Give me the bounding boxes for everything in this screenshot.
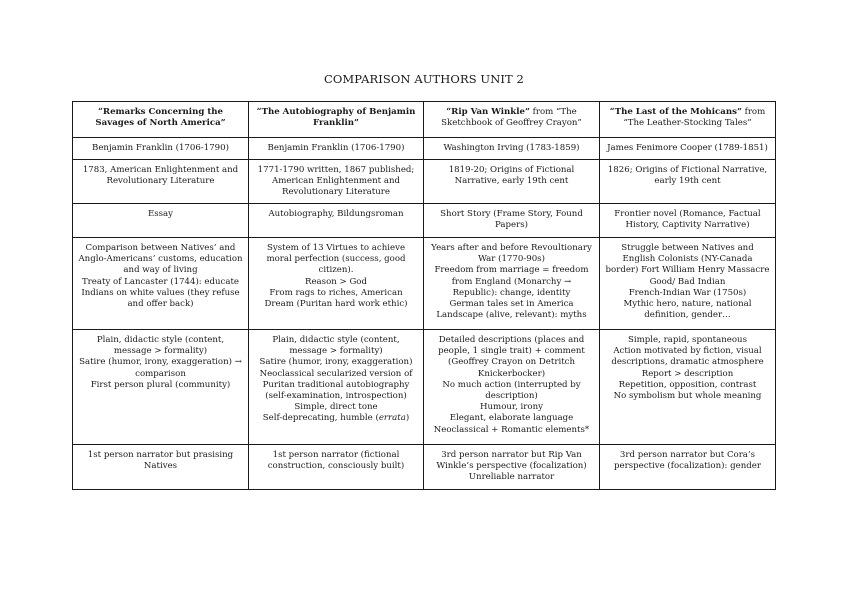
content-line: Mythic hero, nature, national definition, gender…	[623, 299, 752, 321]
cell-title-mohicans	[600, 102, 776, 138]
cell-content	[73, 238, 249, 330]
cell-content	[424, 238, 600, 330]
cell-genre: Autobiography, Bildungsroman	[249, 204, 424, 238]
cell-context: 1826; Origins of Fictional Narrative, early 19th cent	[600, 160, 776, 204]
content-line: Landscape (alive, relevant): myths	[436, 310, 587, 321]
cell-narrator: 3rd person narrator but Rip Van Winkle’s perspective (focalization) Unreliable narrator	[424, 445, 600, 490]
content-line: German tales set in America	[449, 299, 574, 310]
cell-context: 1783, American Enlightenment and Revolutionary Literature	[73, 160, 249, 204]
style-line: Humour, irony	[480, 402, 543, 413]
style-line: Neoclassical secularized version of Puritan traditional autobiography (self-examination, introspection)	[259, 368, 413, 402]
title-bold: “The Last of the Mohicans”	[609, 107, 742, 117]
cell-title-remarks	[73, 102, 249, 138]
cell-context: 1771-1790 written, 1867 published; American Enlightenment and Revolutionary Literature	[249, 160, 424, 204]
content-line: Good/ Bad Indian	[649, 276, 726, 287]
style-line: No symbolism but whole meaning	[613, 391, 762, 402]
page-title: COMPARISON AUTHORS UNIT 2	[324, 72, 524, 86]
style-line: Repetition, opposition, contrast	[618, 379, 757, 390]
style-line	[254, 413, 418, 424]
cell-style	[73, 330, 249, 445]
style-line-prefix: Self-deprecating, humble (	[262, 413, 379, 424]
comparison-table	[72, 101, 776, 490]
cell-style	[249, 330, 424, 445]
cell-author: Washington Irving (1783-1859)	[424, 138, 600, 160]
style-line-suffix: )	[405, 413, 410, 424]
cell-content	[600, 238, 776, 330]
cell-title-autobiography	[249, 102, 424, 138]
row-content	[73, 238, 776, 330]
cell-author: Benjamin Franklin (1706-1790)	[249, 138, 424, 160]
style-line: No much action (interrupted by description)	[442, 379, 581, 402]
style-line: Action motivated by fiction, visual descriptions, dramatic atmosphere	[611, 346, 764, 368]
cell-author: James Fenimore Cooper (1789-1851)	[600, 138, 776, 160]
content-line: Comparison between Natives’ and Anglo-Americans’ customs, education and way of living	[78, 243, 243, 276]
row-genre	[73, 204, 776, 238]
row-context	[73, 160, 776, 204]
content-line: From rags to riches, American Dream (Puritan hard work ethic)	[264, 287, 408, 310]
cell-genre: Short Story (Frame Story, Found Papers)	[424, 204, 600, 238]
cell-genre: Frontier novel (Romance, Factual History, Captivity Narrative)	[600, 204, 776, 238]
row-narrator	[73, 445, 776, 490]
style-line: Plain, didactic style (content, message > formality)	[96, 335, 225, 357]
style-line: Report > description	[641, 368, 734, 379]
content-line: Struggle between Natives and English Colonists (NY-Canada border) Fort William Henry Massacre	[605, 243, 770, 276]
row-style	[73, 330, 776, 445]
cell-author: Benjamin Franklin (1706-1790)	[73, 138, 249, 160]
row-titles	[73, 102, 776, 138]
style-line: Satire (humor, irony, exaggeration)	[259, 357, 413, 368]
style-line: Simple, direct tone	[294, 402, 378, 413]
style-line: Elegant, elaborate language	[449, 413, 574, 424]
title-bold: “Remarks Concerning the Savages of North America”	[95, 107, 226, 129]
title-rest: from “The Sketchbook of Geoffrey Crayon”	[441, 107, 582, 129]
title-rest: from “The Leather-Stocking Tales”	[623, 107, 766, 129]
cell-style	[424, 330, 600, 445]
content-line: System of 13 Virtues to achieve moral perfection (success, good citizen).	[266, 243, 406, 276]
style-line: Simple, rapid, spontaneous	[628, 335, 747, 345]
cell-content	[249, 238, 424, 330]
cell-narrator: 3rd person narrator but Cora’s perspective (focalization): gender	[600, 445, 776, 490]
content-line: French-Indian War (1750s)	[628, 287, 747, 298]
title-bold: “Rip Van Winkle”	[446, 107, 530, 117]
cell-narrator: 1st person narrator (fictional construction, consciously built)	[249, 445, 424, 490]
style-line: Satire (humor, irony, exaggeration) → comparison	[79, 357, 242, 379]
style-line: First person plural (community)	[90, 379, 231, 390]
cell-context: 1819-20; Origins of Fictional Narrative, early 19th cent	[424, 160, 600, 204]
cell-genre: Essay	[73, 204, 249, 238]
content-line: Freedom from marriage = freedom from England (Monarchy → Republic): change, identity	[434, 265, 589, 298]
row-authors	[73, 138, 776, 160]
cell-title-rip-van-winkle	[424, 102, 600, 138]
title-bold: “The Autobiography of Benjamin Franklin”	[256, 107, 416, 129]
cell-style	[600, 330, 776, 445]
style-line: Detailed descriptions (places and people, 1 single trait) + comment (Geoffrey Crayon on Detritch Knickerbocker)	[438, 335, 585, 379]
content-line: Reason > God	[304, 276, 367, 287]
content-line: Treaty of Lancaster (1744): educate Indians on white values (they refuse and offer back)	[81, 276, 240, 310]
cell-narrator: 1st person narrator but prasising Natives	[73, 445, 249, 490]
style-line: Plain, didactic style (content, message > formality)	[272, 335, 400, 357]
content-line: Years after and before Revoultionary War (1770-90s)	[431, 243, 592, 265]
style-line: Neoclassical + Romantic elements*	[433, 424, 590, 435]
style-line-italic: errata	[378, 413, 406, 424]
